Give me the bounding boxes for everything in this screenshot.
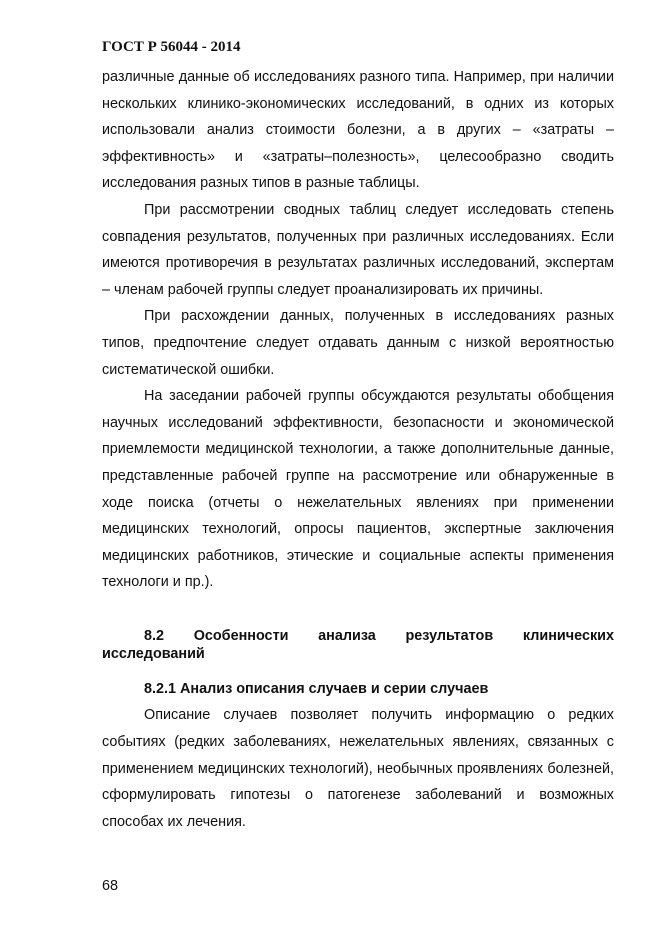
document-body bbox=[102, 64, 614, 835]
paragraph-summary-tables: При рассмотрении сводных таблиц следует исследовать степень совпадения результатов, полученных при различных исследованиях. Если имеются противоречия в результатах различных исследований, экспертам – членам рабочей группы следует проанализировать их причины. bbox=[102, 201, 614, 298]
paragraph-data-discrepancy: При расхождении данных, полученных в исследованиях разных типов, предпочтение следует отдавать данным с низкой вероятностью систематической ошибки. bbox=[102, 308, 614, 378]
section-spacer bbox=[102, 596, 614, 627]
subsection-heading: 8.2.1 Анализ описания случаев и серии случаев bbox=[144, 680, 489, 697]
page-number: 68 bbox=[102, 878, 119, 894]
section-heading: 8.2 Особенности анализа результатов клинических исследований bbox=[102, 627, 614, 662]
paragraph-working-group: На заседании рабочей группы обсуждаются результаты обобщения научных исследований эффективности, безопасности и экономической приемлемости медицинской технологии, а также дополнительные данные, представленные рабочей группе на рассмотрение или обнаруженные в ходе поиска (отчеты о нежелательных явлениях при применении медицинских технологий, опросы пациентов, экспертные заключения медицинских работников, этические и социальные аспекты применения технологи и пр.). bbox=[102, 388, 614, 591]
paragraph-continuation: различные данные об исследованиях разного типа. Например, при наличии нескольких клинико-экономических исследований, в одних из которых использовали анализ стоимости болезни, а в других – «затраты – эффективность» и «затраты–полезность», целесообразно сводить исследования разных типов в разные таблицы. bbox=[102, 69, 614, 192]
paragraph-case-description: Описание случаев позволяет получить информацию о редких событиях (редких заболеваниях, нежелательных явлениях, связанных с применением медицинских технологий), необычных проявлениях болезней, сформулировать гипотезы о патогенезе заболеваний и возможных способах их лечения. bbox=[102, 707, 614, 830]
document-header: ГОСТ Р 56044 - 2014 bbox=[102, 39, 241, 55]
